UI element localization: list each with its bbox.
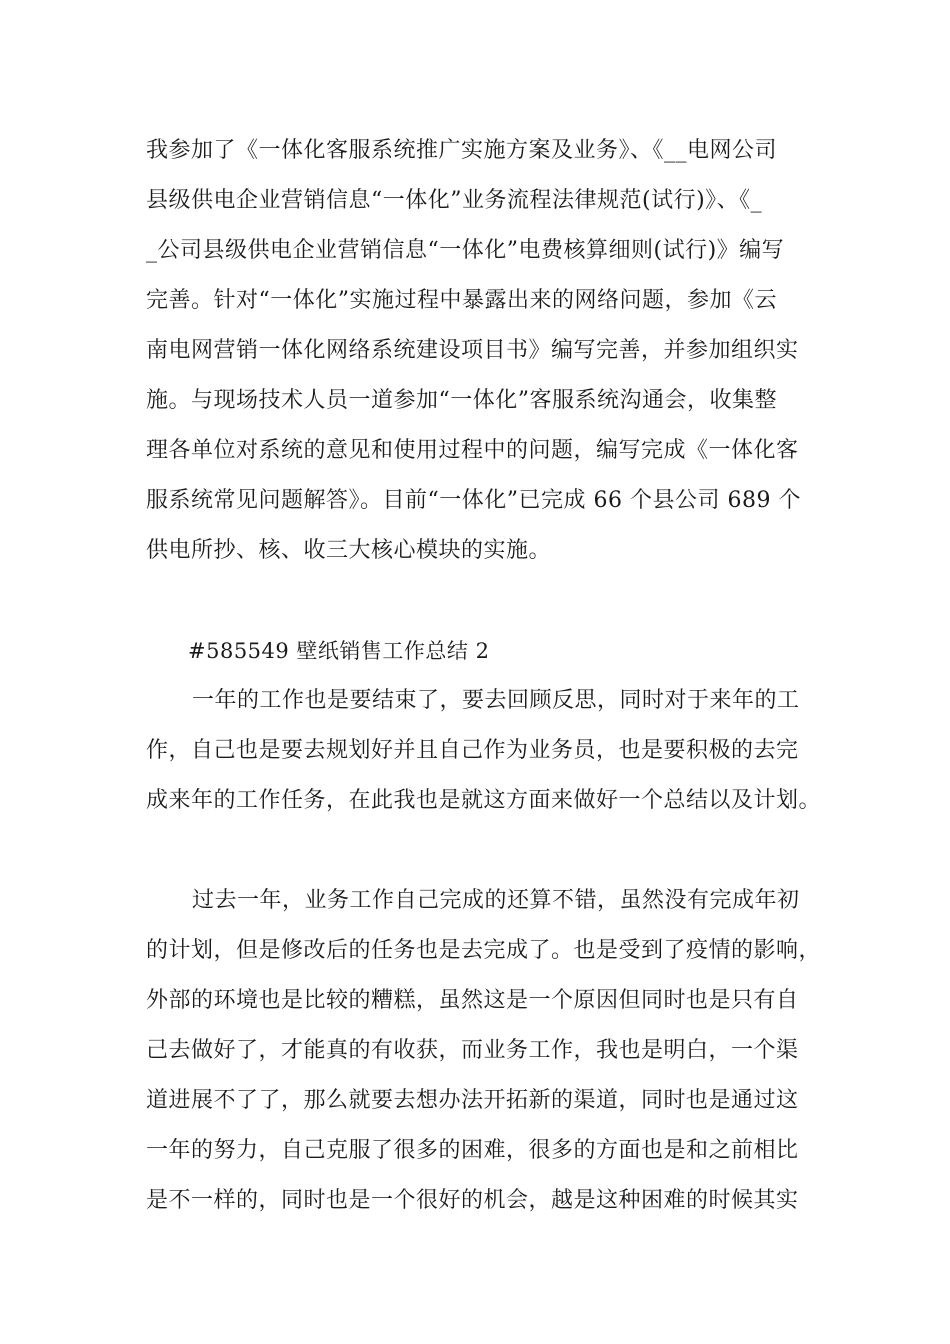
paragraph-line: 过去一年，业务工作自己完成的还算不错，虽然没有完成年初 (192, 888, 800, 913)
paragraph-line: 一年的工作也是要结束了，要去回顾反思，同时对于来年的工 (192, 688, 800, 713)
paragraph-line: 完善。针对“一体化”实施过程中暴露出来的网络问题，参加《云 (146, 288, 777, 313)
section-heading: #585549 壁纸销售工作总结 2 (188, 639, 490, 663)
paragraph-line: 我参加了《一体化客服系统推广实施方案及业务》、《__电网公司 (146, 138, 778, 163)
paragraph-line: 服系统常见问题解答》。目前“一体化”已完成 66 个县公司 689 个 (146, 488, 801, 513)
paragraph-line: 一年的努力，自己克服了很多的困难，很多的方面也是和之前相比 (146, 1138, 799, 1163)
paragraph-line: 是不一样的，同时也是一个很好的机会，越是这种困难的时候其实 (146, 1188, 799, 1213)
paragraph-line: 理各单位对系统的意见和使用过程中的问题，编写完成《一体化客 (146, 438, 799, 463)
paragraph-line: 己去做好了，才能真的有收获，而业务工作，我也是明白，一个渠 (146, 1038, 799, 1063)
paragraph-line: 南电网营销一体化网络系统建设项目书》编写完善，并参加组织实 (146, 338, 799, 363)
paragraph-line: 供电所抄、核、收三大核心模块的实施。 (146, 538, 552, 563)
paragraph-line: 的计划，但是修改后的任务也是去完成了。也是受到了疫情的影响， (146, 938, 822, 963)
paragraph-line: _公司县级供电企业营销信息“一体化”电费核算细则(试行)》编写 (146, 238, 785, 263)
paragraph-line: 施。与现场技术人员一道参加“一体化”客服系统沟通会，收集整 (146, 388, 777, 413)
paragraph-line: 作，自己也是要去规划好并且自己作为业务员，也是要积极的去完 (146, 738, 799, 763)
paragraph-line: 县级供电企业营销信息“一体化”业务流程法律规范(试行)》、《_ (146, 188, 763, 213)
paragraph-line: 外部的环境也是比较的糟糕，虽然这是一个原因但同时也是只有自 (146, 988, 799, 1013)
paragraph-line: 成来年的工作任务，在此我也是就这方面来做好一个总结以及计划。 (146, 788, 822, 813)
paragraph-line: 道进展不了了，那么就要去想办法开拓新的渠道，同时也是通过这 (146, 1088, 799, 1113)
